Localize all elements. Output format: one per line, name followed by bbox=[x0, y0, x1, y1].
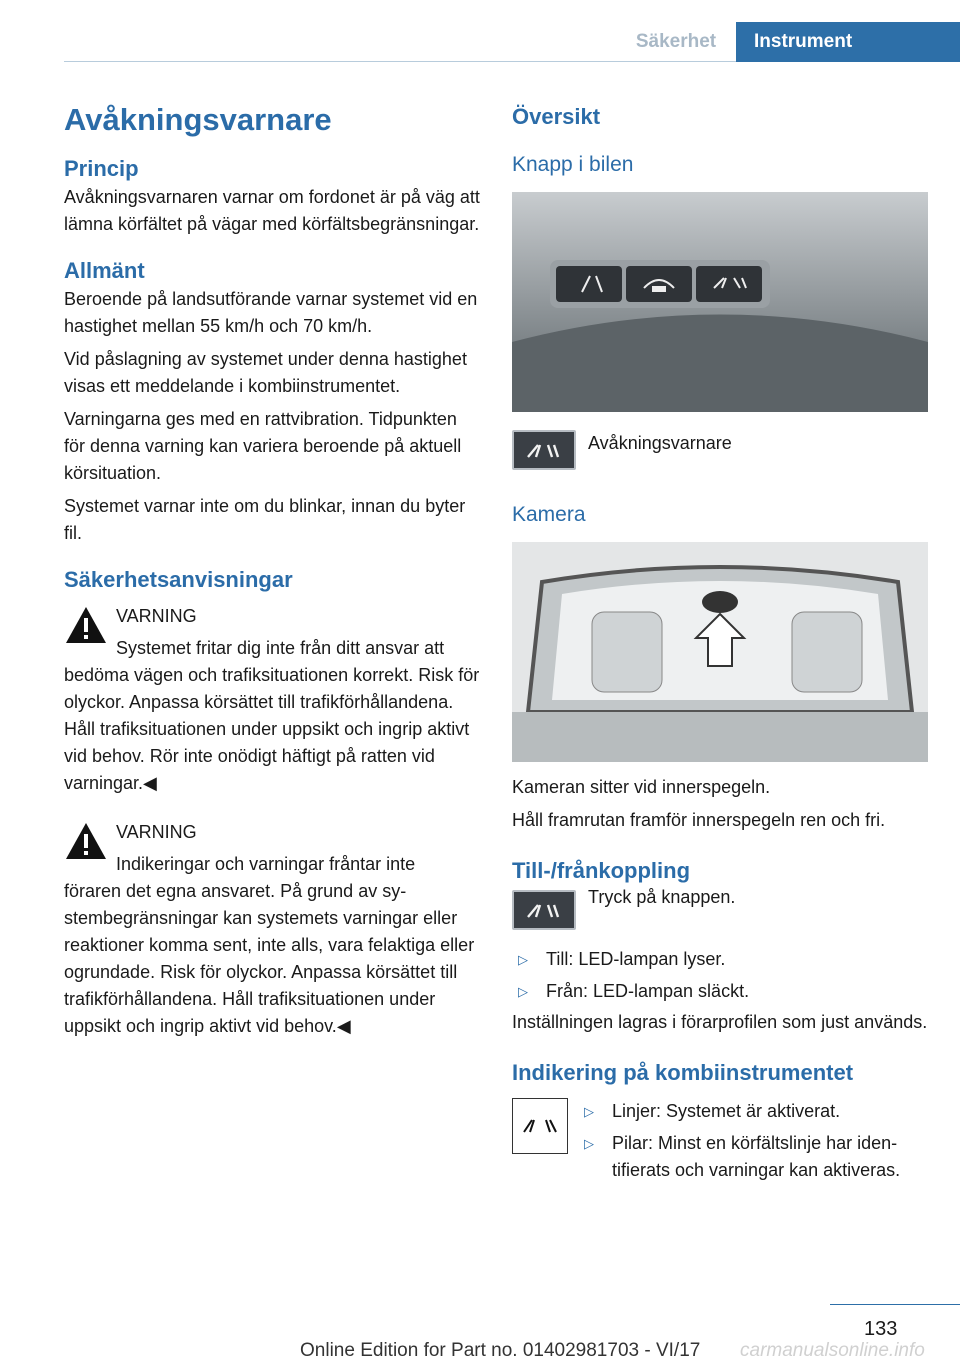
list-item: ▷ Linjer: Systemet är aktiverat. bbox=[578, 1098, 930, 1125]
toggle-list bbox=[512, 946, 930, 1005]
warning-block-2 bbox=[64, 819, 482, 1040]
tab-instrument[interactable]: Instrument bbox=[736, 22, 960, 62]
button-caption: Avåkningsvarnare bbox=[588, 433, 732, 453]
warning-triangle-icon bbox=[64, 821, 108, 861]
list-item: ▷ Pilar: Minst en körfältslinje har identifierats och varningar kan aktiveras. bbox=[578, 1130, 930, 1184]
safety-heading: Säkerhetsanvisningar bbox=[64, 567, 293, 592]
principle-text: Avåkningsvarnaren varnar om fordonet är på väg att lämna körfältet på vägar med körfältsbegränsningar. bbox=[64, 187, 480, 234]
tab-sakerhet[interactable]: Säkerhet bbox=[635, 31, 717, 52]
triangle-bullet-icon: ▷ bbox=[518, 984, 528, 999]
button-caption-row bbox=[512, 430, 930, 470]
toggle-instruction: Tryck på knappen. bbox=[588, 887, 736, 907]
edition-line: Online Edition for Part no. 01402981703 - VI/17 bbox=[300, 1340, 701, 1361]
list-item: ▷ Till: LED-lampan lyser. bbox=[512, 946, 930, 973]
lane-departure-icon[interactable] bbox=[512, 890, 576, 930]
overhead-console-image bbox=[512, 192, 928, 412]
page-title: Avåkningsvarnare bbox=[64, 102, 332, 137]
triangle-bullet-icon: ▷ bbox=[518, 952, 528, 967]
lane-departure-icon[interactable] bbox=[512, 430, 576, 470]
windshield-camera-image bbox=[512, 542, 928, 762]
toggle-note: Inställningen lagras i förarprofilen som just används. bbox=[512, 1012, 928, 1032]
warning-2-text: föraren det egna ansvaret. På grund av systembegränsningar kan systemets varningar eller reaktioner komma sent, inte alls, vara felaktiga eller ogrundade. Risk för olyckor. Anpassa körsättet till trafikförhållandena. Håll trafiksituationen under uppsikt och ingrip aktivt vid behov.◀ bbox=[64, 881, 475, 1036]
page-number: 133 bbox=[864, 1318, 898, 1340]
warning-1-title: VARNING bbox=[116, 606, 197, 626]
camera-p2: Håll framrutan framför innerspegeln ren och fri. bbox=[512, 810, 886, 830]
list-item: ▷ Från: LED-lampan släckt. bbox=[512, 978, 930, 1005]
camera-photo bbox=[512, 542, 928, 762]
indication-row bbox=[512, 1098, 930, 1184]
warning-2-text-first: Indikeringar och varningar fråntar inte bbox=[116, 854, 416, 874]
general-p2: Vid påslagning av systemet under denna hastighet visas ett meddelande i kombiinstrumentet. bbox=[64, 349, 467, 396]
camera-p1: Kameran sitter vid innerspegeln. bbox=[512, 777, 771, 797]
warning-1-text-first: Systemet fritar dig inte från ditt ansvar att bbox=[116, 638, 445, 658]
general-p3: Varningarna ges med en rattvibration. Tidpunkten för denna varning kan variera beroende på aktuell körsituation. bbox=[64, 409, 462, 483]
warning-2-title: VARNING bbox=[116, 822, 197, 842]
warning-block-1 bbox=[64, 603, 482, 797]
lane-indicator-icon bbox=[512, 1098, 568, 1154]
triangle-bullet-icon: ▷ bbox=[584, 1104, 594, 1119]
toggle-heading: Till-/frånkoppling bbox=[512, 858, 691, 883]
general-heading: Allmänt bbox=[64, 258, 145, 283]
watermark: carmanualsonline.info bbox=[740, 1340, 925, 1361]
left-column bbox=[64, 100, 482, 1040]
camera-heading: Kamera bbox=[512, 503, 586, 526]
button-photo bbox=[512, 192, 928, 412]
button-heading: Knapp i bilen bbox=[512, 153, 634, 176]
principle-heading: Princip bbox=[64, 156, 139, 181]
general-p1: Beroende på landsutförande varnar systemet vid en hastighet mellan 55 km/h och 70 km/h. bbox=[64, 289, 478, 336]
indication-list bbox=[578, 1098, 930, 1184]
general-p4: Systemet varnar inte om du blinkar, innan du byter fil. bbox=[64, 496, 466, 543]
toggle-row bbox=[512, 887, 930, 930]
indication-heading: Indikering på kombiinstrumentet bbox=[512, 1060, 854, 1085]
warning-triangle-icon bbox=[64, 605, 108, 645]
overview-heading: Översikt bbox=[512, 104, 601, 129]
footer-rule bbox=[830, 1304, 960, 1305]
warning-1-text: bedöma vägen och trafiksituationen korrekt. Risk för olyckor. Anpassa körsättet till trafikförhållandena. Håll trafiksituationen under uppsikt och ingrip aktivt vid behov. Rör inte onödigt häftigt på ratten vid varningar.◀ bbox=[64, 665, 480, 793]
right-column bbox=[512, 102, 930, 1184]
triangle-bullet-icon: ▷ bbox=[584, 1136, 594, 1151]
